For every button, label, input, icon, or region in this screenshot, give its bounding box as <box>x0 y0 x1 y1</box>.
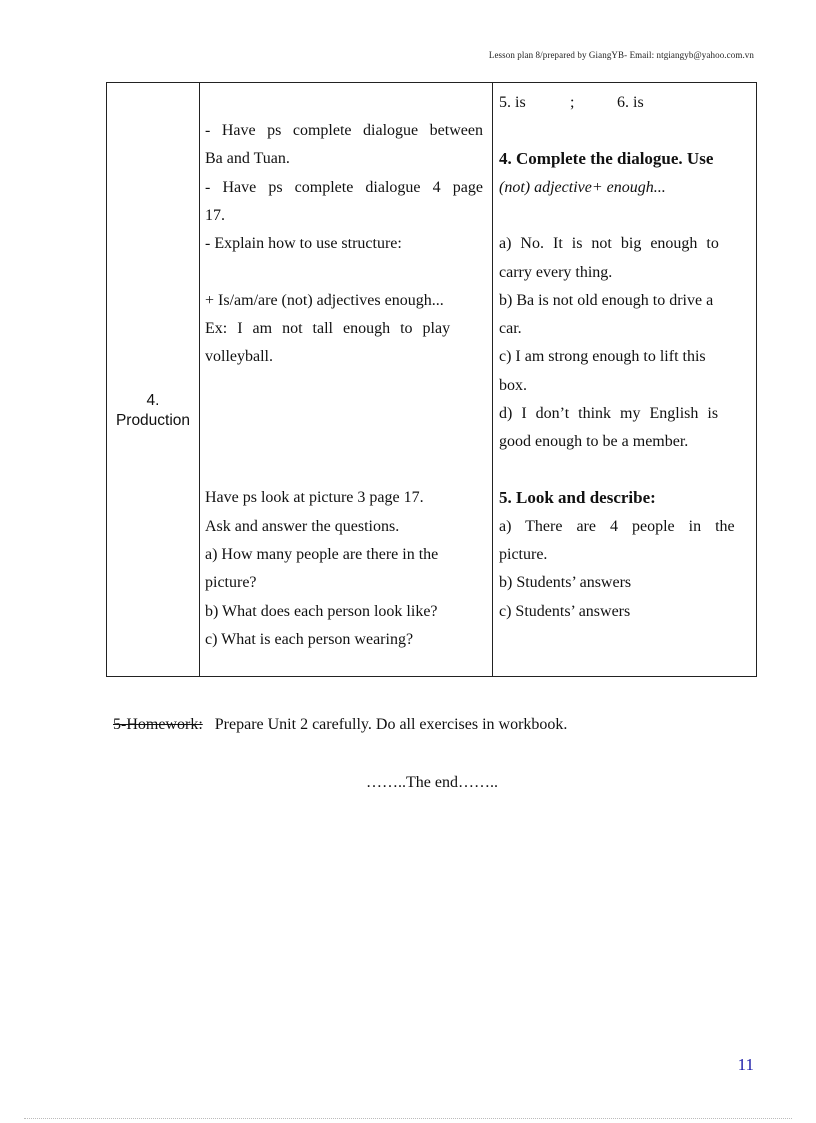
activity-line: - Have ps complete dialogue between <box>205 122 483 139</box>
exercise-4-heading: 4. Complete the dialogue. Use <box>499 149 714 168</box>
describe-line: c) Students’ answers <box>499 603 631 620</box>
dialogue-line: good enough to be a member. <box>499 433 689 450</box>
stage-number: 4. <box>146 392 160 409</box>
describe-line: a) There are 4 people in the <box>499 518 735 535</box>
question-line: a) How many people are there in the <box>205 546 439 563</box>
page-header: Lesson plan 8/prepared by GiangYB- Email: ntgiangyb@yahoo.com.vn <box>488 50 754 60</box>
activity-line: - Have ps complete dialogue 4 page <box>205 179 483 196</box>
stage-cell <box>107 391 199 431</box>
activity-line: Ask and answer the questions. <box>205 518 400 535</box>
dialogue-line: a) No. It is not big enough to <box>499 235 719 252</box>
dialogue-line: car. <box>499 320 522 337</box>
dialogue-line: c) I am strong enough to lift this <box>499 348 706 365</box>
homework-text: Prepare Unit 2 carefully. Do all exercises in workbook. <box>214 716 568 733</box>
example-line: Ex: I am not tall enough to play <box>205 320 451 337</box>
stage-column <box>107 83 200 676</box>
example-line: volleyball. <box>205 348 273 365</box>
exercise-4-instruction: (not) adjective+ enough... <box>499 179 666 196</box>
teacher-activities-column <box>199 83 493 676</box>
structure-line: + Is/am/are (not) adjectives enough... <box>205 292 444 309</box>
activity-line: Have ps look at picture 3 page 17. <box>205 489 424 506</box>
answers-column <box>492 83 756 676</box>
page-number: 11 <box>737 1055 754 1074</box>
dialogue-line: carry every thing. <box>499 264 613 281</box>
homework-label: 5-Homework: <box>113 716 203 733</box>
answer-5: 5. is <box>499 94 526 111</box>
question-line: picture? <box>205 574 257 591</box>
activity-line: 17. <box>205 207 225 224</box>
activity-line: - Explain how to use structure: <box>205 235 402 252</box>
describe-line: picture. <box>499 546 548 563</box>
the-end: ……..The end…….. <box>366 774 498 791</box>
question-line: b) What does each person look like? <box>205 603 438 620</box>
dialogue-line: d) I don’t think my English is <box>499 405 719 422</box>
stage-name: Production <box>115 412 191 429</box>
exercise-5-heading: 5. Look and describe: <box>499 488 656 507</box>
lesson-table <box>106 82 757 677</box>
question-line: c) What is each person wearing? <box>205 631 414 648</box>
describe-line: b) Students’ answers <box>499 574 632 591</box>
homework <box>113 716 567 734</box>
page-border <box>24 1118 792 1119</box>
answer-separator: ; <box>570 94 575 111</box>
answer-6: 6. is <box>617 94 644 111</box>
activity-line: Ba and Tuan. <box>205 150 290 167</box>
dialogue-line: b) Ba is not old enough to drive a <box>499 292 714 309</box>
dialogue-line: box. <box>499 377 527 394</box>
